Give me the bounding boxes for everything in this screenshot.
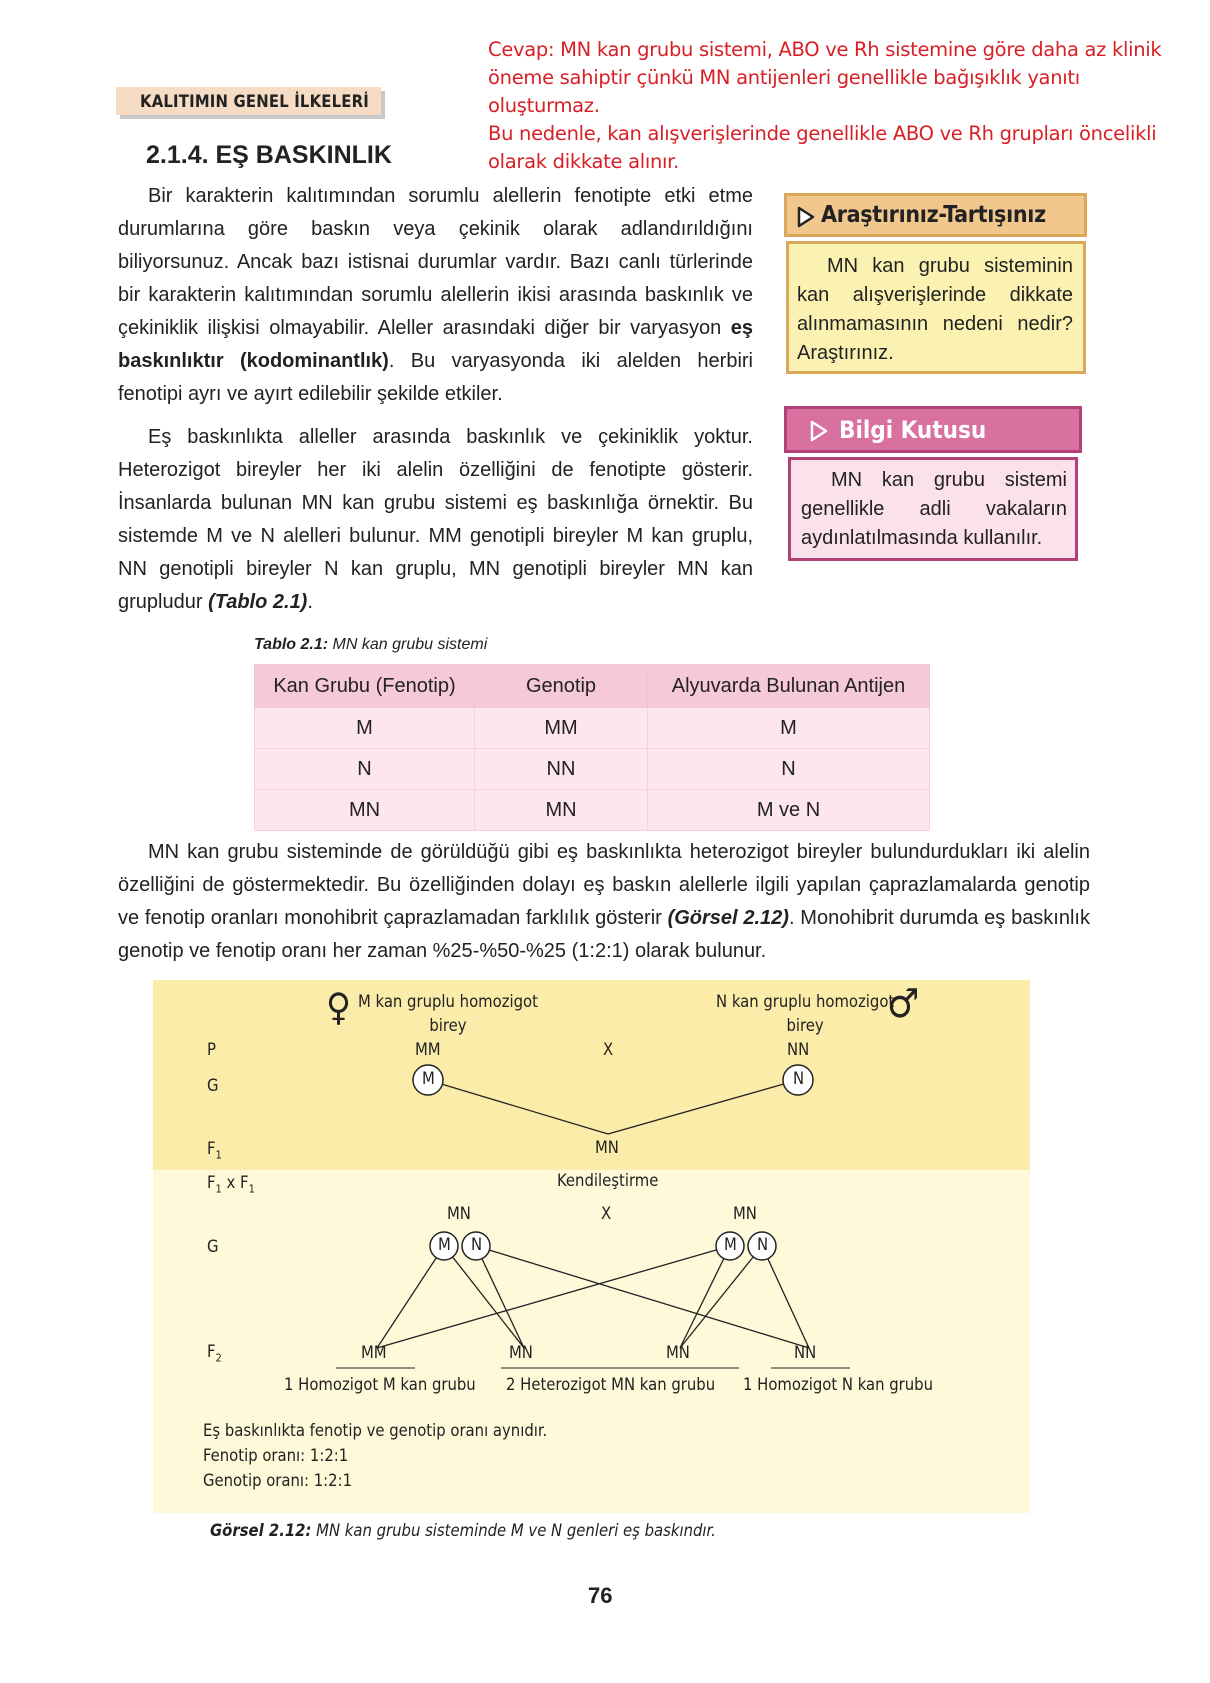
f2-genotype: MN — [666, 1343, 690, 1362]
paragraph-text: Bir karakterin kalıtımından sorumlu alellerin fenotipte etki etme durumlarına göre baskın veya çekinik olarak adlandırıldığını biliyorsunuz. Ancak bazı istisnai durumlar vardır. Bazı canlı türlerinde bir karakterin kalıtımından sorumlu alellerin ikisi arasında baskınlık ve çekiniklik ilişkisi olmayabilir. Aleller arasındaki diğer bir varyasyon — [118, 185, 753, 339]
table-header-row — [255, 665, 930, 708]
ratio-note: Fenotip oranı: 1:2:1 — [203, 1446, 349, 1465]
row-label-f1 — [207, 1139, 222, 1161]
research-box-header — [784, 193, 1087, 237]
cross-line — [377, 1246, 730, 1348]
answer-line: Bu nedenle, kan alışverişlerinde genellikle ABO ve Rh grupları öncelikli — [488, 122, 1157, 145]
research-box-text: MN kan grubu sisteminin kan alışverişlerinde dikkate alınmamasının nedeni nedir? Araştırınız. — [797, 255, 1073, 364]
info-box-title: Bilgi Kutusu — [839, 416, 987, 444]
cross-line — [680, 1246, 762, 1348]
male-parent-label — [716, 990, 894, 1038]
female-symbol-icon: ♀ — [326, 985, 352, 1029]
gamete-label: N — [757, 1235, 769, 1254]
male-symbol-icon: ♂ — [887, 981, 920, 1027]
ratio-notes — [203, 1418, 547, 1493]
answer-text — [488, 36, 1193, 176]
f1-parent-left: MN — [447, 1204, 471, 1223]
gamete-label: N — [471, 1235, 483, 1254]
table-cell: N — [255, 749, 475, 790]
figure-caption — [210, 1521, 716, 1540]
row-label-f1xf1 — [207, 1173, 255, 1195]
male-parent-line: N kan gruplu homozigot — [716, 992, 895, 1011]
female-parent-line: M kan gruplu homozigot — [358, 992, 538, 1011]
table-caption-label: Tablo 2.1: — [254, 636, 329, 653]
f2-genotype: NN — [794, 1343, 817, 1362]
gamete-label: M — [724, 1235, 737, 1254]
table-cell: NN — [475, 749, 648, 790]
play-triangle-icon — [796, 206, 816, 228]
ratio-note: Eş baskınlıkta fenotip ve genotip oranı aynıdır. — [203, 1421, 548, 1440]
f1-parent-right: MN — [733, 1204, 757, 1223]
cross-symbol: X — [601, 1204, 612, 1223]
parent-genotype-mm: MM — [415, 1040, 441, 1059]
figure-reference: (Görsel 2.12) — [667, 907, 789, 929]
paragraph-text: Eş baskınlıkta alleller arasında baskınlık ve çekiniklik yoktur. Heterozigot bireyler her iki alelin özelliğini de fenotipte gösterir. İnsanlarda bulunan MN kan grubu sistemi eş baskınlığa örnektir. Bu sistemde M ve N alelleri bulunur. MM genotipli bireyler M kan gruplu, NN genotipli bireyler N kan gruplu, MN genotipli bireyler MN kan grupludur — [118, 426, 753, 613]
f2-genotype: MM — [361, 1343, 387, 1362]
cross-line — [476, 1246, 809, 1348]
gamete-label: M — [438, 1235, 451, 1254]
mn-blood-group-table — [254, 664, 930, 831]
table-caption-text: MN kan grubu sistemi — [328, 636, 488, 653]
row-label-f2 — [207, 1342, 222, 1364]
play-triangle-icon — [809, 420, 829, 442]
subscript: 1 — [215, 1148, 222, 1162]
cross-line — [444, 1246, 524, 1348]
page-number: 76 — [588, 1583, 613, 1608]
f2-genotype: MN — [509, 1343, 533, 1362]
paragraph-3 — [118, 836, 1090, 968]
row-label-p: P — [207, 1040, 216, 1059]
table-cell: M — [255, 708, 475, 749]
table-cell: M ve N — [648, 790, 930, 831]
answer-line: öneme sahiptir çünkü MN antijenleri genellikle bağışıklık yanıtı oluşturmaz. — [488, 66, 1080, 117]
cross-line — [680, 1246, 730, 1348]
male-parent-line: birey — [786, 1016, 824, 1035]
female-parent-label — [358, 990, 538, 1038]
subscript: 1 — [215, 1182, 222, 1196]
column-header: Alyuvarda Bulunan Antijen — [648, 665, 930, 708]
paragraph-end: . — [307, 591, 313, 613]
answer-line: olarak dikkate alınır. — [488, 150, 679, 173]
row-label-g2: G — [207, 1237, 219, 1256]
research-box-title: Araştırınız-Tartışınız — [821, 202, 1046, 228]
row-label-g: G — [207, 1076, 219, 1095]
info-box-body — [788, 457, 1078, 561]
info-box-header — [784, 406, 1082, 453]
paragraph-text: . Bu varyasyonda iki alelden herbiri fenotipi ayrı ve ayırt edilebilir şekilde etkiler. — [118, 350, 753, 405]
table-cell: MM — [475, 708, 648, 749]
subscript: 2 — [215, 1351, 222, 1365]
f-letter: F — [207, 1342, 216, 1361]
chapter-title: KALITIMIN GENEL İLKELERİ — [140, 92, 369, 111]
f1-genotype: MN — [595, 1138, 619, 1157]
table-cell: N — [648, 749, 930, 790]
table-caption — [254, 636, 487, 654]
selfing-label: Kendileştirme — [557, 1171, 659, 1190]
info-box-text: MN kan grubu sistemi genellikle adli vakaların aydınlatılmasında kullanılır. — [801, 469, 1067, 549]
chapter-tag — [116, 87, 381, 115]
female-parent-line: birey — [429, 1016, 467, 1035]
paragraph-1 — [118, 180, 753, 411]
figure-caption-text: MN kan grubu sisteminde M ve N genleri eş baskındır. — [311, 1521, 716, 1540]
section-title: 2.1.4. EŞ BASKINLIK — [146, 141, 392, 169]
ratio-note: Genotip oranı: 1:2:1 — [203, 1471, 353, 1490]
table-cell: MN — [255, 790, 475, 831]
table-cell: M — [648, 708, 930, 749]
paragraph-text: . Monohibrit durumda eş baskınlık genotip ve fenotip oranı her zaman %25-%50-%25 (1:2:1) olarak bulunur. — [118, 907, 1090, 962]
research-box-body — [786, 241, 1086, 374]
figure-caption-label: Görsel 2.12: — [210, 1521, 312, 1540]
paragraph-text: MN kan grubu sisteminde de görüldüğü gibi eş baskınlıkta heterozigot bireyler bulundurdukları iki alelin özelliğini de göstermektedir. Bu özelliğinden dolayı eş baskın alellerle ilgili yapılan çaprazlamalarda genotip ve fenotip oranları monohibrit çaprazlamadan farklılık gösterir — [118, 841, 1090, 929]
cross-line — [762, 1246, 809, 1348]
f2-group-label: 1 Homozigot N kan grubu — [743, 1375, 934, 1394]
parent-genotype-nn: NN — [787, 1040, 810, 1059]
bold-term: eş baskınlıktır (kodominantlık) — [118, 317, 753, 372]
answer-line: Cevap: MN kan grubu sistemi, ABO ve Rh sistemine göre daha az klinik — [488, 38, 1162, 61]
cross-line — [377, 1246, 444, 1348]
cross-diagram — [153, 980, 1030, 1513]
cross-text: x F — [221, 1173, 249, 1192]
table-row — [255, 708, 930, 749]
table-row — [255, 790, 930, 831]
table-row — [255, 749, 930, 790]
column-header: Genotip — [475, 665, 648, 708]
gamete-n: N — [793, 1069, 805, 1088]
table-reference: (Tablo 2.1) — [208, 591, 308, 613]
cross-line — [428, 1080, 608, 1134]
paragraph-2 — [118, 421, 753, 619]
subscript: 1 — [248, 1182, 255, 1196]
cross-symbol: X — [603, 1040, 614, 1059]
cross-line — [608, 1080, 798, 1134]
column-header: Kan Grubu (Fenotip) — [255, 665, 475, 708]
gamete-m: M — [422, 1069, 435, 1088]
f-letter: F — [207, 1139, 216, 1158]
f-letter: F — [207, 1173, 216, 1192]
f2-group-label: 2 Heterozigot MN kan grubu — [506, 1375, 716, 1394]
f2-group-label: 1 Homozigot M kan grubu — [284, 1375, 476, 1394]
table-cell: MN — [475, 790, 648, 831]
